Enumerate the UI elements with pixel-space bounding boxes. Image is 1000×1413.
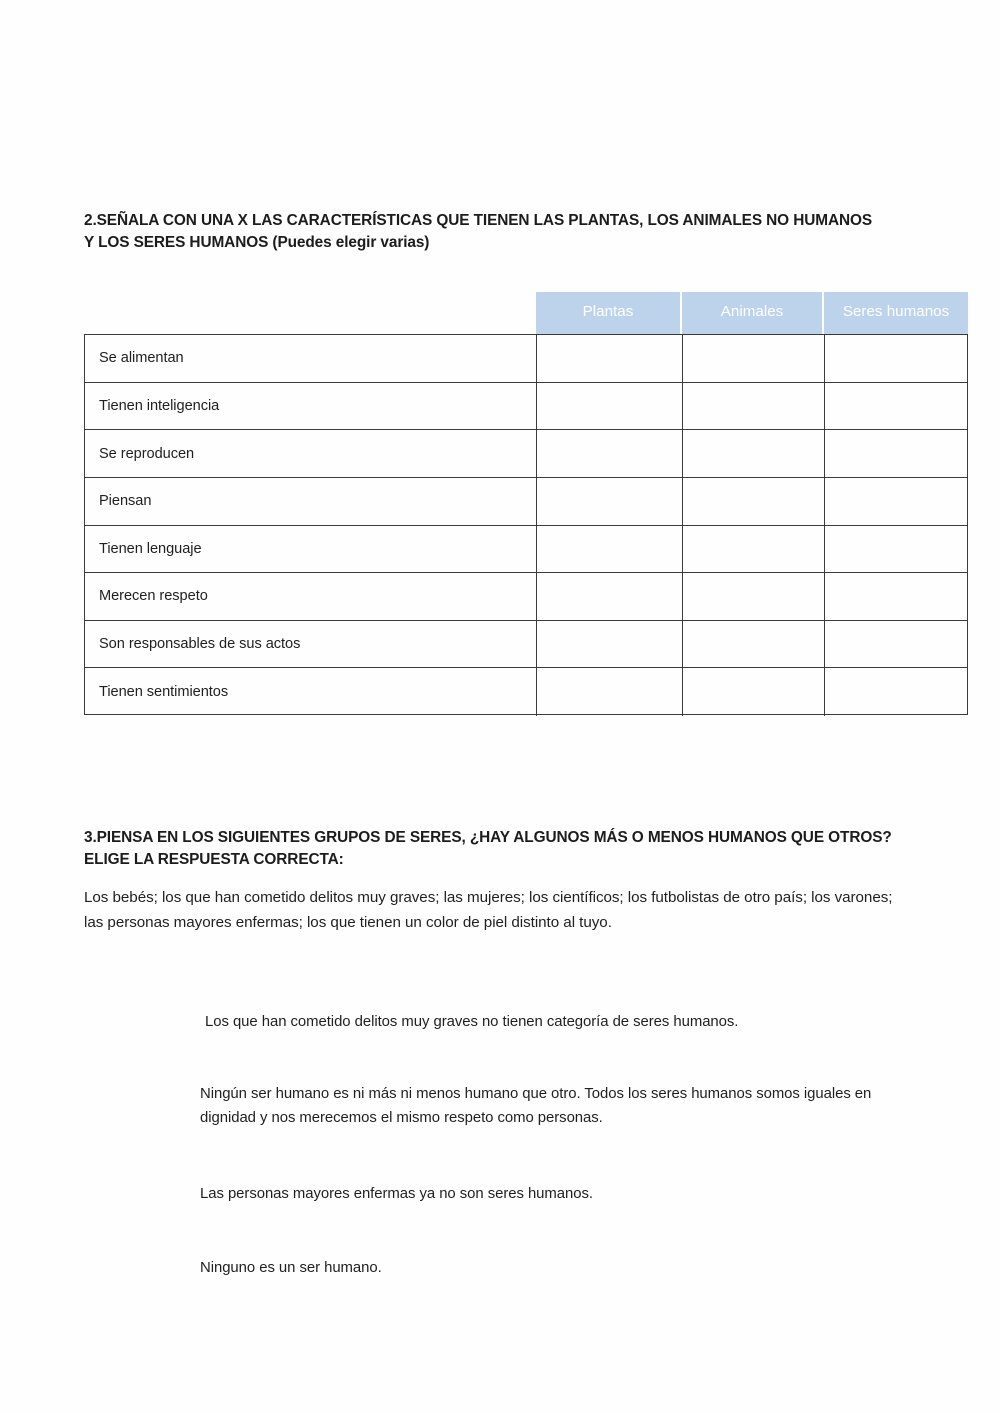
characteristics-table: [84, 292, 968, 715]
answer-option-2[interactable]: Ningún ser humano es ni más ni menos humano que otro. Todos los seres humanos somos iguales en dignidad y nos merecemos el mismo respeto como personas.: [200, 1086, 872, 1127]
table-row: [85, 430, 967, 478]
checkbox-cell-son-responsables-seres-humanos[interactable]: [825, 621, 967, 668]
table-row: [85, 335, 967, 383]
checkbox-cell-se-reproducen-animales[interactable]: [683, 430, 825, 477]
table-row: [85, 668, 967, 716]
question-2-heading: 2.SEÑALA CON UNA X LAS CARACTERÍSTICAS QUE TIENEN LAS PLANTAS, LOS ANIMALES NO HUMANOS Y LOS SERES HUMANOS (Puedes elegir varias): [84, 212, 873, 251]
row-label-merecen-respeto: Merecen respeto: [85, 573, 537, 620]
table-row: [85, 573, 967, 621]
checkbox-cell-son-responsables-plantas[interactable]: [537, 621, 683, 668]
checkbox-cell-son-responsables-animales[interactable]: [683, 621, 825, 668]
row-label-se-alimentan: Se alimentan: [85, 335, 537, 382]
row-label-se-reproducen: Se reproducen: [85, 430, 537, 477]
table-header-animales: Animales: [682, 292, 824, 334]
row-label-tienen-lenguaje: Tienen lenguaje: [85, 526, 537, 573]
checkbox-cell-tienen-sentimientos-plantas[interactable]: [537, 668, 683, 716]
checkbox-cell-piensan-seres-humanos[interactable]: [825, 478, 967, 525]
checkbox-cell-tienen-inteligencia-plantas[interactable]: [537, 383, 683, 430]
checkbox-cell-tienen-inteligencia-animales[interactable]: [683, 383, 825, 430]
checkbox-cell-tienen-lenguaje-animales[interactable]: [683, 526, 825, 573]
checkbox-cell-se-reproducen-seres-humanos[interactable]: [825, 430, 967, 477]
checkbox-cell-tienen-sentimientos-seres-humanos[interactable]: [825, 668, 967, 716]
question-3-prompt: Los bebés; los que han cometido delitos muy graves; las mujeres; los científicos; los futbolistas de otro país; los varones; las personas mayores enfermas; los que tienen un color de piel distinto al tuyo.: [84, 889, 893, 931]
checkbox-cell-tienen-inteligencia-seres-humanos[interactable]: [825, 383, 967, 430]
table-grid: [84, 292, 968, 715]
table-header-seres-humanos: Seres humanos: [842, 303, 950, 321]
answer-option-4[interactable]: Ninguno es un ser humano.: [200, 1260, 382, 1276]
row-label-son-responsables-de-sus-actos: Son responsables de sus actos: [85, 621, 537, 668]
checkbox-cell-piensan-animales[interactable]: [683, 478, 825, 525]
checkbox-cell-merecen-respeto-plantas[interactable]: [537, 573, 683, 620]
question-3-heading: 3.PIENSA EN LOS SIGUIENTES GRUPOS DE SERES, ¿HAY ALGUNOS MÁS O MENOS HUMANOS QUE OTROS? ELIGE LA RESPUESTA CORRECTA:: [84, 829, 892, 868]
table-header-row: [536, 292, 968, 334]
table-row: [85, 478, 967, 526]
checkbox-cell-se-alimentan-seres-humanos[interactable]: [825, 335, 967, 382]
checkbox-cell-se-alimentan-plantas[interactable]: [537, 335, 683, 382]
checkbox-cell-tienen-lenguaje-seres-humanos[interactable]: [825, 526, 967, 573]
table-row: [85, 526, 967, 574]
answer-option-1[interactable]: Los que han cometido delitos muy graves no tienen categoría de seres humanos.: [205, 1014, 739, 1030]
table-row: [85, 621, 967, 669]
table-row: [85, 383, 967, 431]
row-label-tienen-inteligencia: Tienen inteligencia: [85, 383, 537, 430]
table-body: [84, 334, 968, 715]
checkbox-cell-merecen-respeto-animales[interactable]: [683, 573, 825, 620]
checkbox-cell-tienen-sentimientos-animales[interactable]: [683, 668, 825, 716]
checkbox-cell-tienen-lenguaje-plantas[interactable]: [537, 526, 683, 573]
checkbox-cell-se-reproducen-plantas[interactable]: [537, 430, 683, 477]
checkbox-cell-piensan-plantas[interactable]: [537, 478, 683, 525]
row-label-tienen-sentimientos: Tienen sentimientos: [85, 668, 537, 716]
checkbox-cell-merecen-respeto-seres-humanos[interactable]: [825, 573, 967, 620]
row-label-piensan: Piensan: [85, 478, 537, 525]
table-header-plantas: Plantas: [536, 292, 682, 334]
answer-option-3[interactable]: Las personas mayores enfermas ya no son seres humanos.: [200, 1186, 593, 1202]
checkbox-cell-se-alimentan-animales[interactable]: [683, 335, 825, 382]
